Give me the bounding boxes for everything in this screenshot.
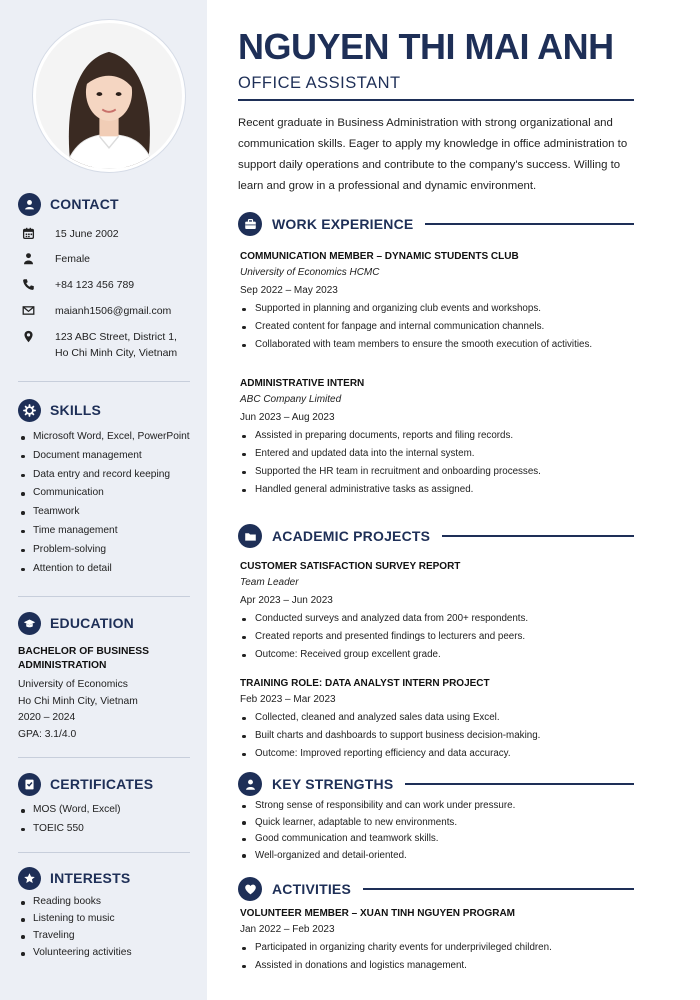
entry-bullet: Participated in organizing charity events for underprivileged children. bbox=[240, 939, 634, 957]
section-rule bbox=[442, 535, 634, 537]
education-gpa: GPA: 3.1/4.0 bbox=[18, 728, 77, 740]
entry-bullet: Entered and updated data into the internal system. bbox=[240, 445, 634, 463]
school-location: Ho Chi Minh City, Vietnam bbox=[18, 695, 138, 707]
entry-bullet: Built charts and dashboards to support business decision-making. bbox=[240, 727, 634, 745]
skills-section bbox=[18, 397, 190, 578]
certificates-title: CERTIFICATES bbox=[50, 776, 154, 792]
interests-heading bbox=[18, 865, 190, 891]
skill-item: Microsoft Word, Excel, PowerPoint bbox=[18, 428, 190, 447]
education-section bbox=[18, 610, 190, 743]
strength-item: Strong sense of responsibility and can work under pressure. bbox=[240, 798, 634, 815]
skill-item: Data entry and record keeping bbox=[18, 466, 190, 485]
entry-bullet: Outcome: Received group excellent grade. bbox=[240, 646, 634, 664]
entry-bullets bbox=[240, 427, 634, 499]
work-entry-1 bbox=[240, 250, 634, 354]
entry-bullet: Supported in planning and organizing club events and workshops. bbox=[240, 300, 634, 318]
entry-organization: University of Economics HCMC bbox=[240, 267, 380, 278]
contact-address bbox=[18, 329, 190, 363]
strength-item: Quick learner, adaptable to new environments. bbox=[240, 815, 634, 832]
strength-item: Well-organized and detail-oriented. bbox=[240, 848, 634, 865]
skill-item: Problem-solving bbox=[18, 541, 190, 560]
entry-bullets bbox=[240, 610, 634, 664]
entry-bullet: Handled general administrative tasks as assigned. bbox=[240, 481, 634, 499]
education-heading bbox=[18, 610, 190, 636]
certificates-list bbox=[18, 801, 190, 839]
strengths-heading bbox=[238, 771, 634, 797]
project-entry-1 bbox=[240, 560, 634, 664]
certificate-item: MOS (Word, Excel) bbox=[18, 801, 190, 820]
interests-list bbox=[18, 893, 190, 961]
activity-entry-1 bbox=[240, 907, 634, 975]
entry-title: TRAINING ROLE: DATA ANALYST INTERN PROJECT bbox=[240, 678, 490, 689]
entry-organization: ABC Company Limited bbox=[240, 394, 342, 405]
interests-section bbox=[18, 865, 190, 961]
entry-bullets bbox=[240, 709, 634, 763]
contact-list bbox=[18, 226, 190, 363]
entry-bullet: Assisted in preparing documents, reports and filing records. bbox=[240, 427, 634, 445]
contact-email-text: maianh1506@gmail.com bbox=[55, 305, 172, 317]
project-entry-2 bbox=[240, 677, 634, 763]
person-icon bbox=[22, 252, 36, 266]
projects-title: ACADEMIC PROJECTS bbox=[272, 528, 431, 544]
star-icon bbox=[18, 867, 41, 890]
phone-icon bbox=[22, 278, 36, 292]
entry-bullet: Created reports and presented findings to lecturers and peers. bbox=[240, 628, 634, 646]
contact-dob-text: 15 June 2002 bbox=[55, 228, 119, 240]
skills-list bbox=[18, 428, 190, 578]
education-years: 2020 – 2024 bbox=[18, 712, 76, 723]
contact-gender-text: Female bbox=[55, 253, 91, 265]
entry-title: ADMINISTRATIVE INTERN bbox=[240, 378, 365, 389]
section-rule bbox=[405, 783, 634, 785]
education-details bbox=[18, 645, 190, 743]
interest-item: Reading books bbox=[18, 893, 190, 910]
calendar-icon bbox=[22, 227, 36, 241]
entry-bullets bbox=[240, 300, 634, 354]
section-rule bbox=[363, 888, 634, 890]
sidebar-divider bbox=[18, 381, 190, 382]
contact-gender bbox=[18, 251, 190, 277]
heart-icon bbox=[238, 877, 262, 901]
graduation-cap-icon bbox=[18, 612, 41, 635]
entry-bullets bbox=[240, 939, 634, 975]
projects-heading bbox=[238, 523, 634, 549]
skills-title: SKILLS bbox=[50, 402, 101, 418]
degree-line-2: ADMINISTRATION bbox=[18, 660, 107, 671]
address-line-1: 123 ABC Street, District 1, bbox=[55, 331, 177, 343]
entry-date: Jun 2023 – Aug 2023 bbox=[240, 412, 335, 423]
header-rule bbox=[238, 99, 634, 101]
strength-item: Good communication and teamwork skills. bbox=[240, 831, 634, 848]
entry-bullet: Outcome: Improved reporting efficiency and data accuracy. bbox=[240, 745, 634, 763]
entry-bullet: Supported the HR team in recruitment and onboarding processes. bbox=[240, 463, 634, 481]
skill-item: Attention to detail bbox=[18, 560, 190, 579]
contact-heading bbox=[18, 191, 190, 217]
user-circle-icon bbox=[18, 193, 41, 216]
entry-bullet: Collected, cleaned and analyzed sales data using Excel. bbox=[240, 709, 634, 727]
entry-date: Jan 2022 – Feb 2023 bbox=[240, 924, 335, 935]
degree-line-1: BACHELOR OF BUSINESS bbox=[18, 646, 150, 657]
contact-dob bbox=[18, 226, 190, 251]
entry-date: Sep 2022 – May 2023 bbox=[240, 285, 338, 296]
certificate-icon bbox=[18, 773, 41, 796]
entry-role: Team Leader bbox=[240, 577, 299, 588]
entry-bullet: Conducted surveys and analyzed data from 200+ respondents. bbox=[240, 610, 634, 628]
job-title: OFFICE ASSISTANT bbox=[238, 74, 401, 92]
contact-phone-text: +84 123 456 789 bbox=[55, 279, 135, 291]
contact-phone bbox=[18, 277, 190, 303]
entry-date: Apr 2023 – Jun 2023 bbox=[240, 595, 333, 606]
work-heading bbox=[238, 211, 634, 237]
address-line-2: Ho Chi Minh City, Vietnam bbox=[55, 347, 178, 359]
section-rule bbox=[425, 223, 634, 225]
sidebar-divider bbox=[18, 852, 190, 853]
skill-item: Document management bbox=[18, 447, 190, 466]
certificate-item: TOEIC 550 bbox=[18, 820, 190, 839]
interest-item: Listening to music bbox=[18, 910, 190, 927]
interest-item: Traveling bbox=[18, 927, 190, 944]
location-pin-icon bbox=[22, 330, 36, 344]
folder-icon bbox=[238, 524, 262, 548]
profile-photo bbox=[33, 20, 185, 172]
briefcase-icon bbox=[238, 212, 262, 236]
mail-icon bbox=[22, 304, 36, 318]
interests-title: INTERESTS bbox=[50, 870, 131, 886]
skill-item: Teamwork bbox=[18, 503, 190, 522]
work-entry-2 bbox=[240, 377, 634, 499]
strengths-entry bbox=[240, 798, 634, 864]
skill-item: Time management bbox=[18, 522, 190, 541]
skill-item: Communication bbox=[18, 484, 190, 503]
candidate-name: NGUYEN THI MAI ANH bbox=[238, 26, 614, 67]
education-title: EDUCATION bbox=[50, 615, 134, 631]
work-title: WORK EXPERIENCE bbox=[272, 216, 414, 232]
entry-date: Feb 2023 – Mar 2023 bbox=[240, 694, 336, 705]
activities-heading bbox=[238, 876, 634, 902]
contact-address-text bbox=[55, 329, 177, 361]
person-badge-icon bbox=[238, 772, 262, 796]
certificates-section bbox=[18, 771, 190, 839]
entry-bullet: Collaborated with team members to ensure the smooth execution of activities. bbox=[240, 336, 634, 354]
gear-icon bbox=[18, 399, 41, 422]
entry-bullet: Assisted in donations and logistics management. bbox=[240, 957, 634, 975]
contact-section bbox=[18, 191, 190, 217]
interest-item: Volunteering activities bbox=[18, 944, 190, 961]
profile-summary: Recent graduate in Business Administration with strong organizational and communication skills. Eager to apply my knowledge in office administration to support daily operations and contribute to the company's success. Willing to learn and grow in a professional and dynamic environment. bbox=[238, 117, 628, 192]
school-name: University of Economics bbox=[18, 679, 128, 690]
contact-title: CONTACT bbox=[50, 196, 119, 212]
portrait-illustration bbox=[36, 23, 182, 169]
sidebar-divider bbox=[18, 596, 190, 597]
strengths-title: KEY STRENGTHS bbox=[272, 776, 394, 792]
entry-title: COMMUNICATION MEMBER – DYNAMIC STUDENTS CLUB bbox=[240, 251, 519, 262]
contact-email[interactable] bbox=[18, 303, 190, 329]
entry-title: VOLUNTEER MEMBER – XUAN TINH NGUYEN PROGRAM bbox=[240, 908, 516, 919]
activities-title: ACTIVITIES bbox=[272, 881, 352, 897]
certificates-heading bbox=[18, 771, 190, 797]
sidebar-divider bbox=[18, 757, 190, 758]
strengths-list bbox=[240, 798, 634, 864]
entry-title: CUSTOMER SATISFACTION SURVEY REPORT bbox=[240, 561, 461, 572]
entry-bullet: Created content for fanpage and internal communication channels. bbox=[240, 318, 634, 336]
skills-heading bbox=[18, 397, 190, 423]
